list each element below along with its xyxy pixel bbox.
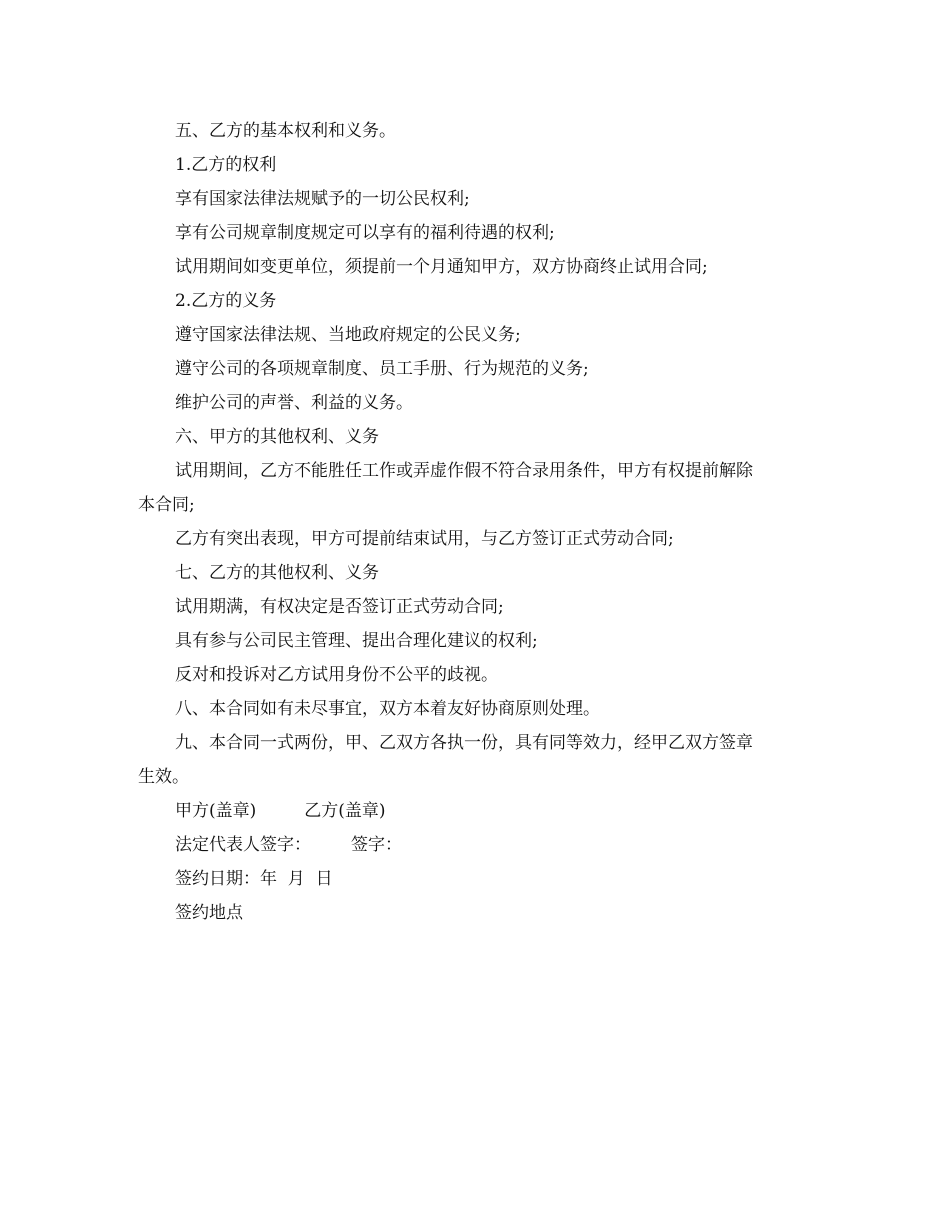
party-b-seal-label: 乙方(盖章) xyxy=(304,801,386,821)
paragraph: 享有公司规章制度规定可以享有的福利待遇的权利; xyxy=(175,223,555,243)
document-body xyxy=(138,114,814,930)
section-heading: 八、本合同如有未尽事宜，双方本着友好协商原则处理。 xyxy=(175,699,600,719)
section-heading: 五、乙方的基本权利和义务。 xyxy=(175,121,396,141)
paragraph-continuation: 生效。 xyxy=(138,767,189,787)
signing-date-label: 签约日期：年 月 日 xyxy=(175,869,333,889)
signature-parties-row xyxy=(138,794,814,828)
paragraph: 乙方有突出表现，甲方可提前结束试用，与乙方签订正式劳动合同; xyxy=(175,529,674,549)
signature-label: 签字： xyxy=(351,835,402,855)
signature-sign-row xyxy=(138,828,814,862)
paragraph: 试用期间如变更单位，须提前一个月通知甲方，双方协商终止试用合同; xyxy=(175,257,708,277)
signing-place-row xyxy=(138,896,814,930)
signing-place-label: 签约地点 xyxy=(175,903,243,923)
paragraph: 具有参与公司民主管理、提出合理化建议的权利; xyxy=(175,631,538,651)
paragraph: 试用期满，有权决定是否签订正式劳动合同; xyxy=(175,597,504,617)
party-a-seal-label: 甲方(盖章) xyxy=(175,801,257,821)
subsection-heading: 1.乙方的权利 xyxy=(175,155,277,175)
legal-rep-signature-label: 法定代表人签字： xyxy=(175,835,311,855)
paragraph: 反对和投诉对乙方试用身份不公平的歧视。 xyxy=(175,665,498,685)
paragraph: 维护公司的声誉、利益的义务。 xyxy=(175,393,413,413)
paragraph: 遵守公司的各项规章制度、员工手册、行为规范的义务; xyxy=(175,359,589,379)
paragraph: 试用期间，乙方不能胜任工作或弄虚作假不符合录用条件，甲方有权提前解除 xyxy=(175,461,753,481)
section-heading: 六、甲方的其他权利、义务 xyxy=(175,427,379,447)
paragraph-continuation: 本合同; xyxy=(138,495,195,515)
section-heading: 九、本合同一式两份，甲、乙双方各执一份，具有同等效力，经甲乙双方签章 xyxy=(175,733,753,753)
paragraph: 享有国家法律法规赋予的一切公民权利; xyxy=(175,189,470,209)
subsection-heading: 2.乙方的义务 xyxy=(175,291,277,311)
paragraph: 遵守国家法律法规、当地政府规定的公民义务; xyxy=(175,325,521,345)
section-heading: 七、乙方的其他权利、义务 xyxy=(175,563,379,583)
signing-date-row xyxy=(138,862,814,896)
